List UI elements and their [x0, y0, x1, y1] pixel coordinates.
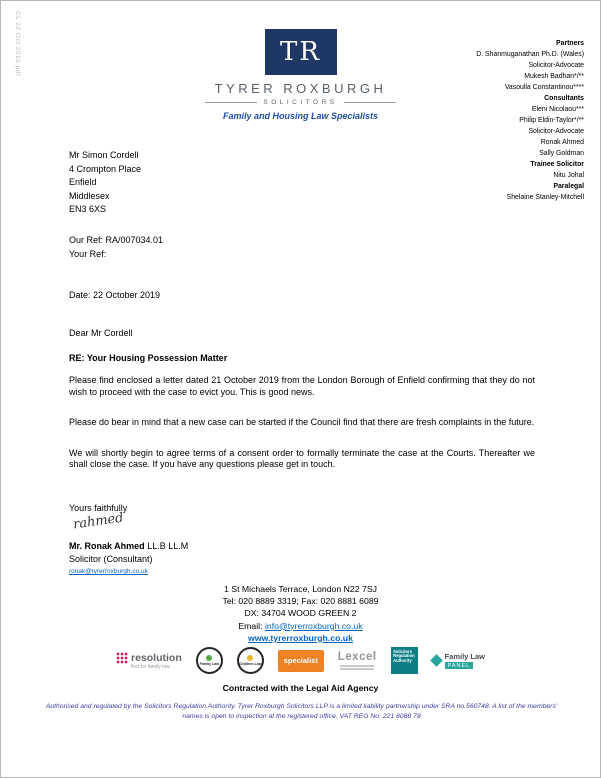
- diamond-icon: [430, 654, 443, 667]
- recipient-postcode: EN3 6XS: [69, 204, 107, 214]
- children-law-accreditation-logo: [237, 647, 264, 674]
- our-ref: Our Ref: RA/007034.01: [69, 235, 164, 245]
- solicitors-row: [205, 99, 395, 106]
- dx-line: DX: 34704 WOOD GREEN 2: [244, 608, 357, 619]
- closing-line: Yours faithfully: [69, 503, 128, 513]
- staff-heading: Consultants: [544, 95, 584, 102]
- children-law-label: Children Law: [238, 662, 262, 666]
- handwritten-signature: rahmed: [72, 510, 125, 533]
- family-law-panel-badge: PANEL: [445, 662, 474, 669]
- staff-list: [476, 38, 584, 203]
- filename-sidebar-label: CL 22 Oct 2019.pdf: [14, 11, 21, 77]
- letter-body: [69, 375, 535, 490]
- email-line: [1, 620, 600, 632]
- person-icon: [247, 655, 253, 661]
- firm-tagline: Family and Housing Law Specialists: [222, 111, 379, 121]
- paragraph-2: Please do bear in mind that a new case can be started if the Council find that there are fresh complaints in the future.: [69, 417, 535, 427]
- signatory-email-link[interactable]: ronak@tyrerroxburgh.co.uk: [69, 568, 148, 575]
- specialist-label: specialist: [283, 656, 318, 665]
- staff-line: Philip Eldin-Taylor*/**: [519, 117, 584, 124]
- signatory-name-text: Mr. Ronak Ahmed: [69, 541, 145, 551]
- family-law-label: Family Law: [199, 662, 219, 666]
- signatory-title: Solicitor (Consultant): [69, 554, 153, 564]
- recipient-county: Middlesex: [69, 190, 110, 201]
- staff-line: Eleni Nicolaou***: [531, 106, 584, 113]
- recipient-street: 4 Crompton Place: [69, 163, 142, 174]
- subject-line: RE: Your Housing Possession Matter: [69, 353, 228, 363]
- reference-block: [69, 234, 163, 261]
- divider-line: [205, 102, 257, 103]
- firm-email-link[interactable]: info@tyrerroxburgh.co.uk: [264, 620, 363, 631]
- lexcel-logo: [338, 651, 377, 669]
- recipient-address: [69, 149, 141, 217]
- paragraph-1: Please find enclosed a letter dated 21 October 2019 from the London Borough of Enfield confirming that they do not wish to proceed with the case to evict you. This is good news.: [69, 375, 535, 397]
- legal-aid-line: Contracted with the Legal Aid Agency: [222, 683, 379, 693]
- office-address: 1 St Michaels Terrace, London N22 7SJ: [224, 584, 377, 594]
- staff-line: Vasoulla Constantinou****: [504, 84, 584, 91]
- specialist-accreditation-logo: [278, 650, 324, 672]
- firm-logo: [265, 29, 337, 75]
- firm-logo-initials: TR: [280, 37, 321, 67]
- firm-name: TYRER ROXBURGH: [214, 81, 387, 96]
- staff-line: Ronak Ahmed: [540, 139, 584, 146]
- recipient-name: Mr Simon Cordell: [69, 150, 139, 160]
- signatory-qualifications: LL.B LL.M: [147, 541, 189, 551]
- resolution-logo: [116, 652, 182, 670]
- staff-line: Nitu Johal: [553, 172, 584, 179]
- your-ref: Your Ref:: [69, 248, 107, 259]
- staff-heading: Partners: [556, 40, 584, 47]
- signatory-name: [69, 541, 188, 551]
- footer-contact-block: [1, 583, 600, 644]
- family-law-panel-logo: [432, 652, 485, 669]
- person-icon: [206, 655, 212, 661]
- accreditation-logos: [1, 647, 600, 674]
- divider-line: [344, 102, 396, 103]
- family-law-panel-text: [445, 652, 485, 669]
- staff-line: Shelaine Stanley-Mitchell: [506, 194, 584, 201]
- email-label: Email:: [238, 620, 265, 631]
- sra-logo: [391, 647, 418, 674]
- date-line: Date: 22 October 2019: [69, 290, 161, 300]
- paragraph-3: We will shortly begin to agree terms of a consent order to formally terminate the case at the Courts. Thereafter we shall close the case. If you have any questions please get in touch.: [69, 447, 535, 469]
- resolution-logo-row: [116, 652, 182, 664]
- family-law-accreditation-logo: [196, 647, 223, 674]
- firm-type: SOLICITORS: [263, 99, 338, 106]
- staff-heading: Paralegal: [553, 183, 584, 190]
- website-line: [1, 632, 600, 644]
- lexcel-wordmark: Lexcel: [337, 651, 377, 664]
- firm-website-link[interactable]: www.tyrerroxburgh.co.uk: [248, 632, 353, 643]
- resolution-tagline: first for family law: [130, 663, 170, 670]
- sra-label: Solicitors Regulation Authority: [393, 648, 415, 664]
- staff-line: Mukesh Badhan*/**: [524, 73, 584, 80]
- staff-heading: Trainee Solicitor: [530, 161, 584, 168]
- staff-line: Solicitor-Advocate: [528, 62, 584, 69]
- resolution-dots-icon: [116, 652, 128, 664]
- family-law-panel-name: Family Law: [444, 652, 485, 661]
- staff-line: Solicitor-Advocate: [528, 128, 584, 135]
- recipient-town: Enfield: [69, 177, 97, 187]
- staff-line: Sally Goldman: [539, 150, 584, 157]
- lexcel-small-print: [340, 663, 374, 669]
- regulatory-small-print: Authorised and regulated by the Solicitors Regulation Authority. Tyrer Roxburgh Solicitors LLP is a limited liability partnership under SRA no.560748. A list of the members' names is open to inspection at the registered office. VAT REG No: 221 8088 78: [45, 703, 558, 720]
- resolution-wordmark: resolution: [130, 651, 182, 664]
- phone-fax-line: Tel: 020 8889 3319; Fax: 020 8881 6089: [222, 596, 379, 607]
- salutation: Dear Mr Cordell: [69, 328, 133, 338]
- staff-line: D. Shanmuganathan Ph.D. (Wales): [476, 51, 584, 58]
